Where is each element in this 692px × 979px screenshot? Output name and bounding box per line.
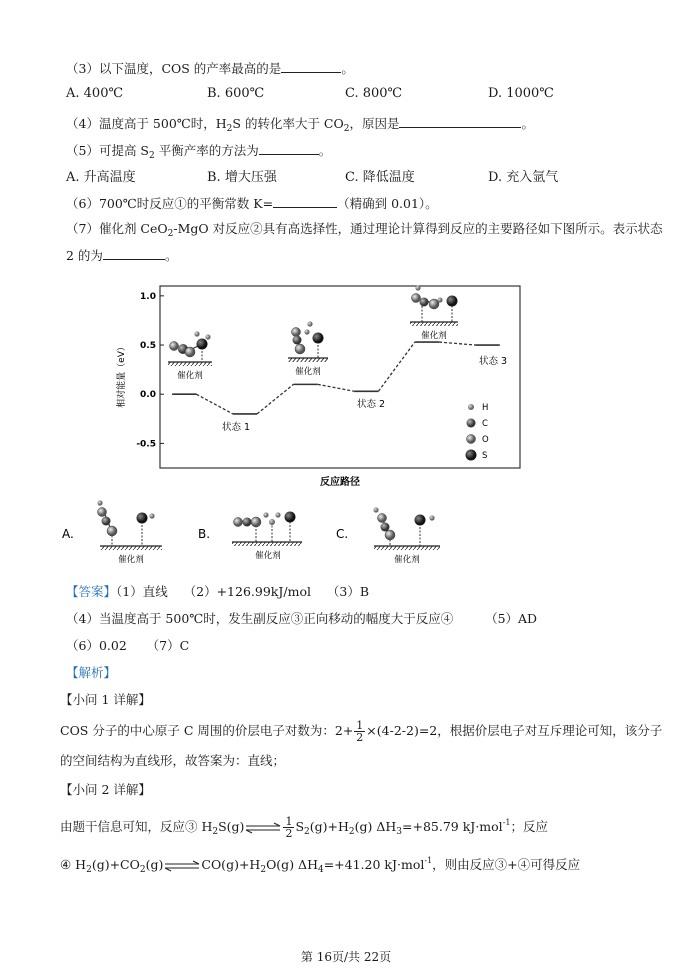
answer-blank <box>103 245 165 260</box>
q3-option-a: A. 400℃ <box>66 86 124 101</box>
carbon-atom-icon <box>467 419 476 428</box>
q3-option-b: B. 600℃ <box>207 86 265 101</box>
y-tick-label: 0.5 <box>140 341 156 352</box>
x-axis-label: 反应路径 <box>320 477 360 488</box>
q5-stem: （5）可提高 $S_2$ 平衡产率的方法为 。 <box>66 140 331 165</box>
choice-c-label: C. <box>336 527 349 541</box>
subquestion-1-title: 【小问 1 详解】 <box>60 692 151 707</box>
catalyst-structure-2 <box>288 321 328 377</box>
q5-option-d: D. 充入氩气 <box>488 170 559 185</box>
answer-line-1: 【答案】（1）直线 （2）+126.99kJ/mol （3）B <box>66 584 370 599</box>
state-3-label: 状态 3 <box>478 356 508 367</box>
q7-stem-line1: （7）催化剂 CeO$_2$-MgO 对反应②具有高选择性，通过理论计算得到反应的主要路径如下图所示。表示状态 <box>66 221 663 239</box>
atom-legend <box>466 403 490 461</box>
subquestion-1-line1: COS 分子的中心原子 C 周围的价层电子对数为：2+ $\frac{1}{2}$ ×(4-2-2)=2，根据价层电子对互斥理论可知，该分子 <box>60 719 663 744</box>
legend-h: H <box>482 403 489 413</box>
y-tick-label: 0.0 <box>140 390 156 401</box>
choice-c-structure <box>373 507 440 565</box>
choice-figures <box>60 500 460 572</box>
q5-option-b: B. 增大压强 <box>207 170 277 185</box>
svg-text:催化剂: 催化剂 <box>177 371 203 381</box>
energy-connector <box>318 384 354 391</box>
analysis-tag: 【解析】 <box>66 665 117 680</box>
answer-tag: 【答案】 <box>66 584 117 599</box>
answer-blank <box>281 58 341 73</box>
y-tick-label: 1.0 <box>140 291 156 302</box>
legend-s: S <box>482 451 488 461</box>
svg-text:催化剂: 催化剂 <box>118 555 144 565</box>
q3-stem: （3）以下温度，COS 的产率最高的是 。 <box>66 58 354 78</box>
answer-line-2: （4）当温度高于 500℃时，发生副反应③正向移动的幅度大于反应④ （5）AD <box>66 611 538 626</box>
energy-connector <box>257 384 293 414</box>
choice-b-structure <box>232 512 302 562</box>
subquestion-1-line2: 的空间结构为直线形，故答案为：直线； <box>60 753 286 768</box>
svg-text:催化剂: 催化剂 <box>421 331 447 341</box>
subquestion-2-line2: ④ $H_2(g)+CO_2(g)$ $CO(g)+H_2O(g)$ $\Delta H_4=+41.20$ kJ·mol$^{-1}$，则由反应③+④可得反应 <box>60 856 581 875</box>
sulfur-atom-icon <box>466 450 477 461</box>
svg-text:催化剂: 催化剂 <box>394 555 420 565</box>
q5-option-a: A. 升高温度 <box>66 170 136 185</box>
legend-c: C <box>482 419 488 429</box>
catalyst-structure-3 <box>410 285 458 341</box>
fraction-one-half: $\frac{1}{2}$ <box>356 719 364 744</box>
state-2-label: 状态 2 <box>356 399 386 410</box>
q6-stem: （6）700℃时反应①的平衡常数 K= （精确到 0.01）。 <box>66 193 438 213</box>
page-footer: 第 16页/共 22页 <box>300 950 392 964</box>
choice-a-label: A. <box>62 527 74 541</box>
energy-levels <box>172 342 500 414</box>
answer-blank <box>273 193 337 208</box>
answer-line-3: （6）0.02 （7）C <box>66 638 190 653</box>
catalyst-structure-1 <box>168 331 212 381</box>
oxygen-atom-icon <box>467 435 476 444</box>
state-1-label: 状态 1 <box>221 422 251 433</box>
svg-text:催化剂: 催化剂 <box>295 367 321 377</box>
energy-connector <box>439 342 475 345</box>
subquestion-2-title: 【小问 2 详解】 <box>60 782 151 797</box>
q4-stem: （4）温度高于 500℃时，$H_2S$ 的转化率大于 $CO_2$，原因是 。 <box>66 113 534 138</box>
q5-option-c: C. 降低温度 <box>345 170 415 185</box>
plot-frame <box>160 286 520 468</box>
answer-blank <box>399 113 521 128</box>
equilibrium-arrow-icon <box>164 860 200 872</box>
energy-profile-chart <box>110 280 540 492</box>
choice-b-label: B. <box>198 527 211 541</box>
y-axis-label: 相对能量（eV） <box>117 342 127 408</box>
svg-text:催化剂: 催化剂 <box>255 551 281 561</box>
choice-a-structure <box>97 500 162 565</box>
equilibrium-arrow-icon <box>245 822 281 834</box>
energy-connector <box>378 342 414 391</box>
energy-connector <box>196 394 232 414</box>
fraction-one-half-2: $\frac{1}{2}$ <box>285 815 293 840</box>
q3-option-c: C. 800℃ <box>345 86 403 101</box>
answer-blank <box>259 140 319 155</box>
legend-o: O <box>482 435 489 445</box>
subquestion-2-line1: 由题干信息可知，反应③ $H_2S(g)$ $\frac{1}{2}$ $S_2(g)+H_2(g)$ $\Delta H_3=+85.79$ kJ·mol$^{-1}$；反应 <box>60 815 548 840</box>
q7-stem-line2: 2 的为 。 <box>66 245 177 265</box>
y-tick-label: -0.5 <box>136 439 156 450</box>
q3-option-d: D. 1000℃ <box>488 86 554 101</box>
hydrogen-atom-icon <box>468 404 474 410</box>
